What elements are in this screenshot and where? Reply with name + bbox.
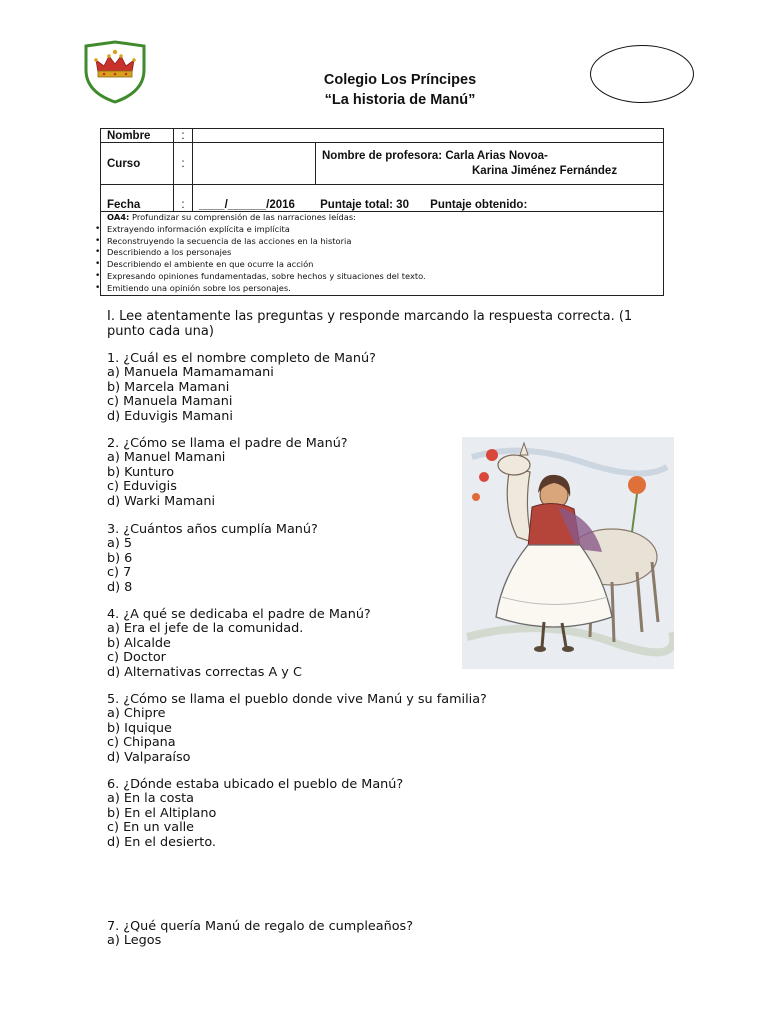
answer-option[interactable]: a) Legos [107,933,162,949]
answer-option[interactable]: d) Eduvigis Mamani [107,408,233,424]
answer-option[interactable]: c) 7 [107,565,132,581]
answer-option[interactable]: b) Alcalde [107,635,171,651]
question-text: 3. ¿Cuántos años cumplía Manú? [107,522,318,537]
objective-description: Profundizar su comprensión de las narraciones leídas: [131,212,356,222]
nombre-label: Nombre [101,129,174,143]
answer-option[interactable]: d) En el desierto. [107,834,216,850]
colon: : [174,143,193,185]
question-5 [107,693,487,765]
objective-code: OA4: [107,212,130,222]
fecha-field[interactable]: ____/______/2016 [199,199,295,211]
answer-option[interactable]: d) Alternativas correctas A y C [107,664,302,680]
profesora-name-1: Carla Arias Novoa- [445,149,548,162]
answer-option[interactable]: c) Manuela Mamani [107,394,233,410]
question-text: 2. ¿Cómo se llama el padre de Manú? [107,436,348,451]
answer-option[interactable]: d) 8 [107,579,133,595]
fecha-label: Fecha [101,185,174,212]
question-2 [107,437,348,509]
answer-option[interactable]: d) Warki Mamani [107,493,216,509]
question-text: 4. ¿A qué se dedicaba el padre de Manú? [107,607,371,622]
puntaje-obtenido: Puntaje obtenido: [430,199,528,211]
school-name: Colegio Los Príncipes [323,72,477,88]
answer-option[interactable]: c) Chipana [107,735,176,751]
instructions: I. Lee atentamente las preguntas y responde marcando la respuesta correcta. (1 punto cada una) [107,309,633,339]
answer-option[interactable]: d) Valparaíso [107,749,191,765]
objective-item: • Emitiendo una opinión sobre los personajes. [107,283,663,295]
objective-item: • Describiendo el ambiente en que ocurre la acción [107,259,663,271]
question-1 [107,352,376,424]
question-6 [107,778,403,850]
objective-item: • Extrayendo información explícita e implícita [107,224,663,236]
answer-option[interactable]: a) Era el jefe de la comunidad. [107,621,304,637]
answer-option[interactable]: b) En el Altiplano [107,805,217,821]
document-title: “La historia de Manú” [324,92,476,108]
question-text: 7. ¿Qué quería Manú de regalo de cumpleaños? [107,919,414,934]
question-text: 5. ¿Cómo se llama el pueblo donde vive Manú y su familia? [107,692,487,707]
profesora-name-2: Karina Jiménez Fernández [472,164,618,177]
answer-option[interactable]: a) Chipre [107,706,166,722]
answer-option[interactable]: a) Manuel Mamani [107,450,226,466]
objective-item: • Describiendo a los personajes [107,247,663,259]
answer-option[interactable]: a) Manuela Mamamamani [107,365,274,381]
student-info-table [100,128,664,212]
colon: : [174,185,193,212]
answer-option[interactable]: b) Iquique [107,720,172,736]
answer-option[interactable]: c) En un valle [107,820,195,836]
answer-option[interactable]: b) 6 [107,550,133,566]
blank-oval-frame [590,45,694,103]
question-text: 1. ¿Cuál es el nombre completo de Manú? [107,351,376,366]
curso-field[interactable] [193,143,316,185]
manu-llama-illustration [462,437,674,669]
question-text: 6. ¿Dónde estaba ubicado el pueblo de Manú? [107,777,404,792]
answer-option[interactable]: b) Kunturo [107,464,175,480]
answer-option[interactable]: a) En la costa [107,791,195,807]
nombre-field[interactable] [193,129,664,143]
answer-option[interactable]: a) 5 [107,536,133,552]
curso-label: Curso [101,143,174,185]
answer-option[interactable]: c) Doctor [107,650,166,666]
puntaje-total: Puntaje total: 30 [320,199,409,211]
school-crest-icon [78,40,152,104]
answer-option[interactable]: c) Eduvigis [107,479,177,495]
objective-item: • Expresando opiniones fundamentadas, sobre hechos y situaciones del texto. [107,271,663,283]
question-4 [107,608,371,680]
question-3 [107,523,318,595]
objectives-list [107,224,663,295]
colon: : [174,129,193,143]
objectives-box [100,211,664,296]
objective-item: • Reconstruyendo la secuencia de las acciones en la historia [107,236,663,248]
question-7 [107,920,413,949]
profesora-label: Nombre de profesora: [322,149,443,162]
answer-option[interactable]: b) Marcela Mamani [107,379,230,395]
